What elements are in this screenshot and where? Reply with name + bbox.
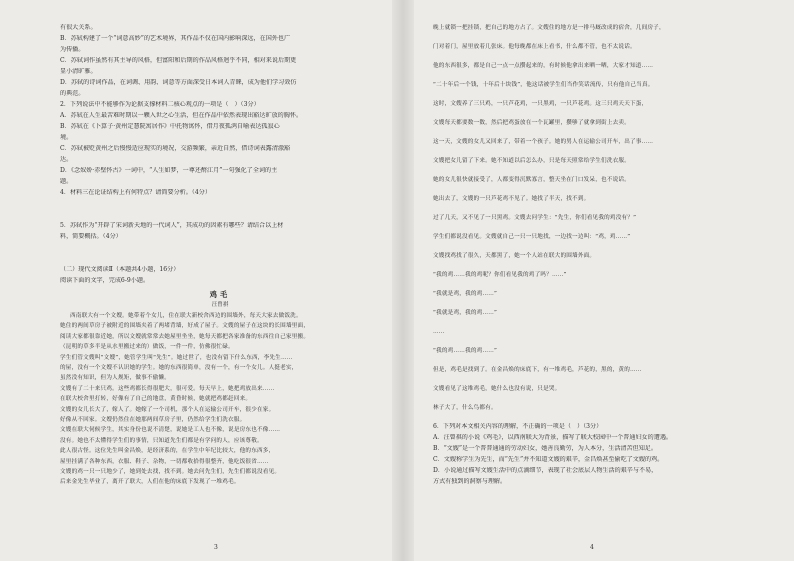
essay-text-line: 没有。她也不太懂得学生们的事情，只知道先生们都是有学问的人，应该尊敬。 [60,437,263,444]
essay-text-line: 文嫂的鸡一只一只地少了，她到处去找，找不到。她去问先生们，先生们都说没看见。 [60,469,281,475]
essay-text-line: 后来金先生毕业了，离开了联大，人们在他的床底下发现了一堆鸡毛。 [60,479,240,486]
left-text-line: D．苏轼的诗词作品，在词调、用韵、词意等方面深受日本词人青睐，成为他们学习效仿 [60,79,297,86]
left-text-line: 2．下列说法中不能够作为论据支撑材料二核心观点的一项是（ ）（3分） [60,101,260,108]
essay-text-line: 她住的两间草房子被附近的围墙夹着了两堵背墙，好成了屋子。文嫂的屋子在这块的长围墙里面， [60,323,310,330]
right-text-line: 文嫂看见了这堆鸡毛，她什么也没有说，只是哭。 [433,386,561,392]
page-gutter [392,0,414,561]
essay-text-line: 的屋，没有一个文嫂不认识她的学生。她的东西很简单，没有一个，有一个女儿。人挺老实， [60,365,298,371]
essay-text-line: 文嫂有了二十来只鸡。这些鸡都长得很肥大，很可爱。每天早上，她把鸡放出来…… [60,385,275,392]
left-text-line: 达。 [60,156,73,163]
essay-text-line: 此人很古怪。这位先生叫金昌焕，是经济系的，在学生中年纪比较大，他的东西多， [60,448,275,455]
right-text-line: 过了几天，又不见了一只黑鸡。文嫂去问学生：“先生，你们看见我的鸡没有？” [433,215,637,221]
right-text-line: 文嫂每天都要数一数，然后把鸡蛋放在一个瓦罐里，攒够了就拿到街上去卖。 [433,120,630,126]
essay-text-line: 阅读大家都很靠近她，所以文嫂就常常去她屋里坐坐，她每天都把各家准备的东西往自己家里搬。 [60,333,310,340]
right-text-line: 学生们都说没看见。文嫂就自己一只一只地找，一边找一边叫：“鸡，鸡……” [433,234,631,240]
left-text-line: 有很大关系。 [60,24,97,31]
essay-text-line: 文嫂在联大伺候学生，其实身份也说不清楚，说她是工人也不像，说是房东也不像…… [60,427,281,434]
left-text-line: A．苏轼在人生最苦难时期以一颗入世之心生活，但在作品中依然表现出豁达旷放的胸怀。 [60,112,303,119]
essay-text-line: （昆明的草多半是从水里搬过来的）做饭，一件一件，仿佛很忙碌。 [60,344,234,351]
right-text-line: 6．下列对本文相关内容的理解，不正确的一项是（ ）（3分） [433,423,603,430]
right-text-line: “二十年后一个钱，十年后十块钱”，他这话被学生们当作笑话流传，只有他自己当真。 [433,82,654,88]
left-text-line: C．苏轼被贬黄州之后慢慢适应现实的境况，交游频繁，亲近自然，借诗词表露清澈豁 [60,145,291,152]
right-page-number: 4 [590,544,594,551]
right-text-line: 这时，文嫂养了三只鸡，一只芦花鸡，一只黑鸡，一只芦花鸡。这三只鸡天天下蛋， [433,101,648,107]
right-text-line: B．“文嫂”是一个普普通通的劳动妇女，她善良勤劳，为人本分，生活清苦但知足。 [433,445,657,452]
right-text-line: 晚上就锁一把挂锁，把自己的地方占了。文嫂住的地方是一排马厩改成的宿舍，几间房子， [433,25,665,31]
essay-text-line: 西南联大有一个文嫂。她带着个女儿，住在联大新校舍西边的围墙外，每天大家去做饭洗。 [70,313,302,319]
essay-text-line: 屋里挂满了各种东西，衣服、鞋子、杂物，一切都收拾得很整齐，他吃饭很省…… [60,458,269,465]
left-text-line: 境。 [60,134,73,141]
right-text-line: “我的鸡……我的鸡呢？你们看见我的鸡了吗？……” [433,272,567,278]
left-page-number: 3 [214,544,218,551]
right-text-line: 她出去了，文嫂的一只芦花鸡不见了。她找了半天，找不到。 [433,196,590,202]
right-text-line: 但是，鸡毛是找到了。在金昌焕的床底下，有一堆鸡毛，芦花的，黑的，黄的…… [433,367,642,373]
right-text-line: 门对着门，屋里放着几张床。他每晚都在床上看书，什么都不管，也不太说话。 [433,44,636,50]
left-text-line: 料，简要概括。（4分） [60,233,122,240]
right-text-line: …… [433,329,445,335]
left-page [60,0,380,561]
right-text-line: C．文嫂称学生为先生，而“先生”并不知道文嫂的艰辛，金昌焕甚至偷吃了文嫂的鸡。 [433,456,664,463]
right-text-line: D．小说通过描写文嫂生活中的点滴细节，表现了社会底层人物生活的艰辛与不易， [433,467,658,474]
left-text-line: 为传播。 [60,46,85,53]
essay-text-line: 好像从不回家。文嫂仍然住在她那两间草房子里，仍然给学生们洗衣服。 [60,417,246,423]
right-text-line: 她的女儿很快就接受了，人都变得沉默寡言，整天坐在门口发呆，也不说话。 [433,177,630,183]
right-text-line: “我的鸡……我的鸡……” [433,348,498,354]
left-text-line: 5．苏轼作为“开辟了宋词新天地的一代词人”，其成功的因素有哪些？请结合以上材 [60,222,284,229]
essay-title: 鸡毛 [209,290,231,299]
right-page [433,0,763,561]
left-text-line: 4．材料三在论证结构上有何特点？请简要分析。（4分） [60,189,211,196]
left-text-line: D．《念奴娇·赤壁怀古》一词中，“人生如梦，一尊还酹江月”一句强化了全词的主 [60,167,278,174]
essay-text-line: 学生们管文嫂叫“文嫂”，她管学生叫“先生”。她过世了，也没有留下什么东西，李先生…… [60,354,293,361]
left-text-line: 阅读下面的文字，完成6-9小题。 [60,277,150,284]
left-text-line: C．苏轼词作虽然有其主导的风格，但富阳和后期的作品风格迥乎不同，相对来说后期更 [60,57,297,64]
right-text-line: 文嫂找鸡找了很久，天都黑了，她一个人站在联大的围墙外面。 [433,253,596,259]
left-text-line: 题。 [60,178,73,185]
right-text-line: 林子大了，什么鸟都有。 [433,405,497,411]
right-text-line: A．汪曾祺的小说《鸡毛》，以西南联大为背景，描写了联大校园中一个普通妇女的遭遇。 [433,434,673,441]
essay-text-line: 在联大校舍里打转，好像有了自己的地盘，黄昏时候，她就把鸡都赶回来。 [60,396,252,403]
right-text-line: 文嫂把女儿留了下来。她不知道以后怎么办，只是每天照常给学生们洗衣服。 [433,158,630,164]
essay-author: 汪曾祺 [211,302,229,308]
left-text-line: B．苏轼构建了一个“词意高妙”的艺术境界，其作品不仅在国内影响深远，在国外也广 [60,35,291,42]
right-text-line: 他的东西很多，都是自己一点一点攒起来的，有时候他拿出来晒一晒，大家才知道…… [433,63,654,69]
right-text-line: “我就是鸡，我的鸡……” [433,310,498,316]
essay-text-line: 虽然没有知识，但为人规矩，做事不偷懒。 [60,375,171,382]
right-text-line: “我就是鸡，我的鸡……” [433,291,498,297]
right-text-line: 方式有独到的洞察与理解。 [433,478,507,485]
left-text-line: 的典范。 [60,90,85,97]
left-text-line: B．苏轼在《卜算子·黄州定慧院寓居作》中托物寓怀，借月夜孤鸿自喻表达孤寂心 [60,123,280,130]
essay-text-line: 文嫂的女儿长大了，嫁人了。她嫁了一个司机，那个人在运输公司开车，很少在家。 [60,406,275,413]
right-text-line: 这一天，文嫂的女儿又回来了，带着一个孩子。她的男人在运输公司开车，出了事…… [433,139,654,145]
left-text-line: 显小清旷雅。 [60,68,97,75]
left-text-line: （二）现代文阅读Ⅱ（本题共4小题，16分） [60,266,180,273]
